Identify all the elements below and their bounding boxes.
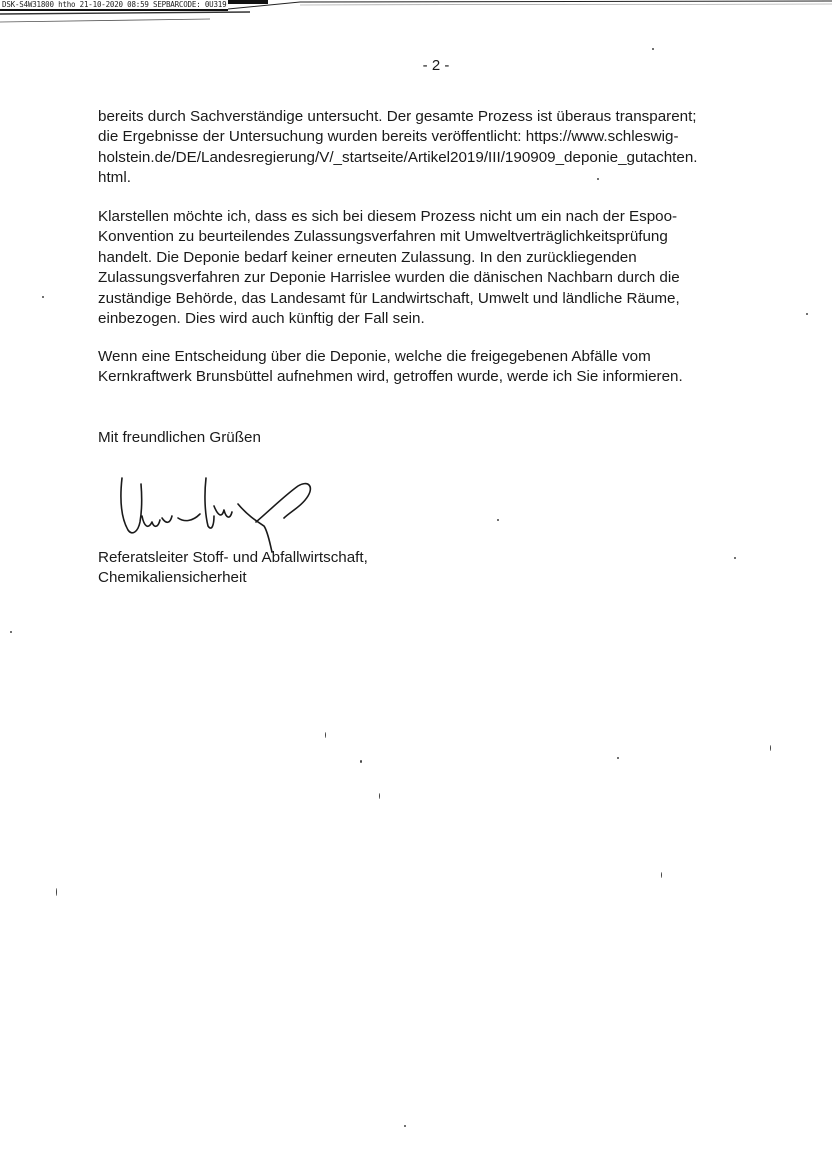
paragraph-line: die Ergebnisse der Untersuchung wurden bereits veröffentlicht: https://www.schleswig- [98,128,679,146]
handwritten-signature [108,466,338,556]
speck [652,48,654,50]
signature-caption [98,548,770,589]
paragraph-line: Konvention zu beurteilendes Zulassungsverfahren mit Umweltverträglichkeitsprüfung [98,228,668,246]
speck [325,732,326,738]
fax-header-text: DSK-S4W31800 htho 21-10-2020 08:59 SEPBARCODE: 0U319 [2,0,227,9]
paragraph-line: Zulassungsverfahren zur Deponie Harrislee wurden die dänischen Nachbarn durch die [98,269,680,287]
paragraph-line: Wenn eine Entscheidung über die Deponie, welche die freigegebenen Abfälle vom [98,348,651,365]
paragraph-3 [98,347,770,388]
closing-salutation: Mit freundlichen Grüßen [98,429,261,446]
paragraph-line: zuständige Behörde, das Landesamt für Landwirtschaft, Umwelt und ländliche Räume, [98,289,680,307]
paragraph-line: Klarstellen möchte ich, dass es sich bei diesem Prozess nicht um ein nach der Espoo- [98,208,678,225]
paragraph-2 [98,207,770,329]
speck [806,313,808,315]
speck [404,1125,406,1127]
paragraph-line: handelt. Die Deponie bedarf keiner erneuten Zulassung. In den zurückliegenden [98,248,637,266]
speck [360,760,362,763]
speck [379,793,380,799]
signature-department: Chemikaliensicherheit [98,569,247,587]
paragraph-line: html. [98,169,131,187]
speck [56,888,57,896]
speck [10,631,12,633]
speck [597,178,599,180]
page-number: - 2 - [422,57,450,74]
paragraph-line: holstein.de/DE/Landesregierung/V/_startseite/Artikel2019/III/190909_deponie_gutachten. [98,148,698,166]
speck [770,745,771,751]
fax-header [0,0,832,24]
signature-title: Referatsleiter Stoff- und Abfallwirtschaft, [98,549,368,566]
speck [497,519,499,521]
speck [661,872,662,878]
speck [617,757,619,759]
paragraph-1 [98,107,770,189]
paragraph-line: Kernkraftwerk Brunsbüttel aufnehmen wird, getroffen wurde, werde ich Sie informieren. [98,368,683,386]
paragraph-line: einbezogen. Dies wird auch künftig der Fall sein. [98,310,425,328]
speck [734,557,736,559]
paragraph-line: bereits durch Sachverständige untersucht. Der gesamte Prozess ist überaus transparent; [98,108,697,125]
speck [42,296,44,298]
